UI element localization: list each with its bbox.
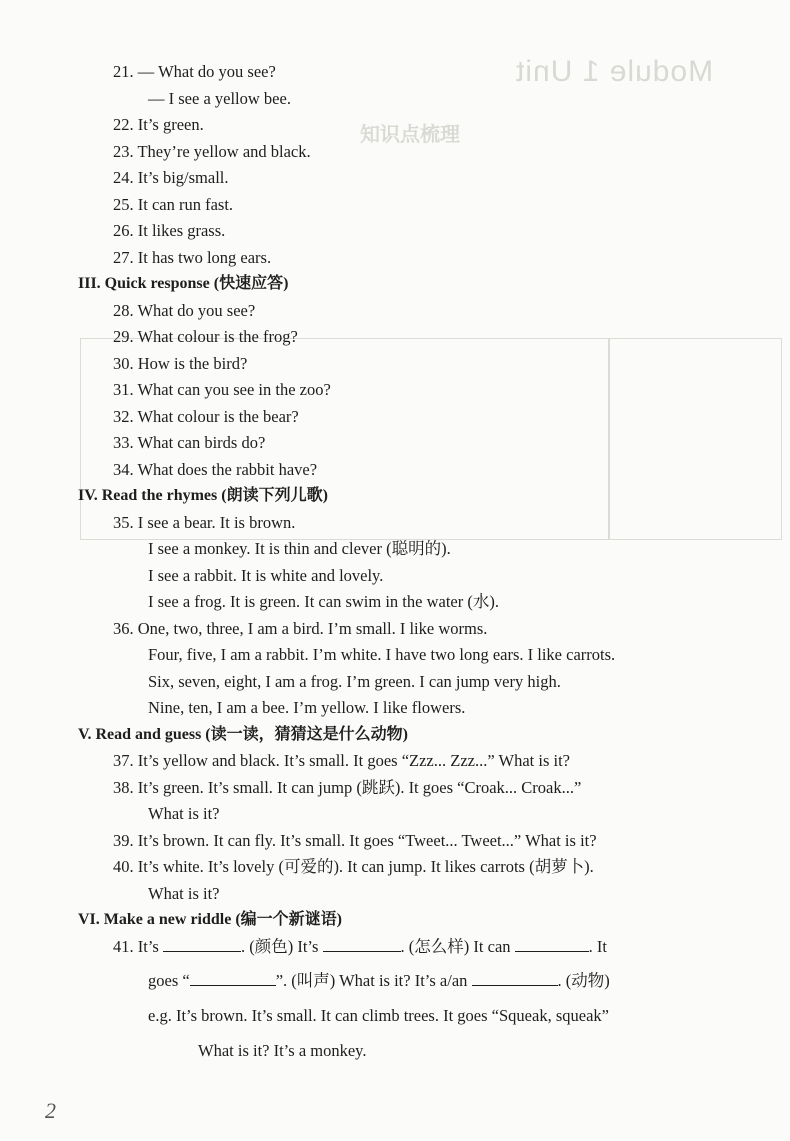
show-through-heading: Module 1 Unit <box>515 55 714 88</box>
item-36-line-2: Four, five, I am a rabbit. I’m white. I have two long ears. I like carrots. <box>148 645 616 664</box>
item-35-line-3: I see a rabbit. It is white and lovely. <box>148 566 384 585</box>
item-36-line-3: Six, seven, eight, I am a frog. I’m green. I can jump very high. <box>148 672 561 691</box>
ability-blank[interactable] <box>515 935 589 952</box>
description-blank[interactable] <box>323 935 401 952</box>
section-v-heading: V. Read and guess (读一读，猜猜这是什么动物) <box>78 726 408 743</box>
sound-blank[interactable] <box>190 969 276 986</box>
item-30: 30. How is the bird? <box>113 354 248 373</box>
item-38-line-1: 38. It’s green. It’s small. It can jump (跳跃). It goes “Croak... Croak...” <box>113 778 582 797</box>
section-iv-heading: IV. Read the rhymes (朗读下列儿歌) <box>78 487 328 504</box>
item-41-part-2: . (颜色) It’s <box>240 937 319 956</box>
item-38-line-2: What is it? <box>148 804 220 823</box>
item-36-line-4: Nine, ten, I am a bee. I’m yellow. I like flowers. <box>148 698 466 717</box>
item-32: 32. What colour is the bear? <box>113 407 299 426</box>
section-iii-heading: III. Quick response (快速应答) <box>78 275 289 292</box>
item-31: 31. What can you see in the zoo? <box>113 380 331 399</box>
item-36-line-1: 36. One, two, three, I am a bird. I’m small. I like worms. <box>113 619 488 638</box>
item-40-line-1: 40. It’s white. It’s lovely (可爱的). It can jump. It likes carrots (胡萝卜). <box>113 857 594 876</box>
item-29: 29. What colour is the frog? <box>113 327 298 346</box>
animal-blank[interactable] <box>472 969 558 986</box>
item-24: 24. It’s big/small. <box>113 168 229 187</box>
example-line-2: What is it? It’s a monkey. <box>198 1041 367 1060</box>
item-22: 22. It’s green. <box>113 115 204 134</box>
item-41-part-1: 41. It’s <box>113 937 159 956</box>
item-35-line-2: I see a monkey. It is thin and clever (聪明的). <box>148 539 451 558</box>
item-25: 25. It can run fast. <box>113 195 234 214</box>
item-23: 23. They’re yellow and black. <box>113 142 311 161</box>
show-through-subheading: 知识点梳理 <box>360 124 460 146</box>
item-41-part-6: ”. (叫声) What is it? It’s a/an <box>275 971 468 990</box>
item-41-line-1 <box>113 934 607 960</box>
page-number: 2 <box>45 1098 56 1123</box>
item-40-line-2: What is it? <box>148 884 220 903</box>
item-41-line-2 <box>148 968 610 994</box>
show-through-table-divider <box>608 338 610 540</box>
item-21-answer: — I see a yellow bee. <box>148 89 291 108</box>
example-line-1: e.g. It’s brown. It’s small. It can climb trees. It goes “Squeak, squeak” <box>148 1006 609 1025</box>
item-35-line-4: I see a frog. It is green. It can swim in the water (水). <box>148 592 499 611</box>
item-41-part-3: . (怎么样) It can <box>400 937 511 956</box>
item-41-part-7: . (动物) <box>557 971 610 990</box>
item-35-line-1: 35. I see a bear. It is brown. <box>113 513 296 532</box>
item-28: 28. What do you see? <box>113 301 256 320</box>
item-39: 39. It’s brown. It can fly. It’s small. It goes “Tweet... Tweet...” What is it? <box>113 831 597 850</box>
item-21-question: 21. — What do you see? <box>113 62 276 81</box>
colour-blank[interactable] <box>163 935 241 952</box>
item-41-part-4: . It <box>588 937 607 956</box>
item-26: 26. It likes grass. <box>113 221 226 240</box>
item-41-part-5: goes “ <box>148 971 190 990</box>
item-33: 33. What can birds do? <box>113 433 266 452</box>
item-34: 34. What does the rabbit have? <box>113 460 318 479</box>
item-27: 27. It has two long ears. <box>113 248 272 267</box>
item-37: 37. It’s yellow and black. It’s small. It goes “Zzz... Zzz...” What is it? <box>113 751 570 770</box>
section-vi-heading: VI. Make a new riddle (编一个新谜语) <box>78 911 342 928</box>
